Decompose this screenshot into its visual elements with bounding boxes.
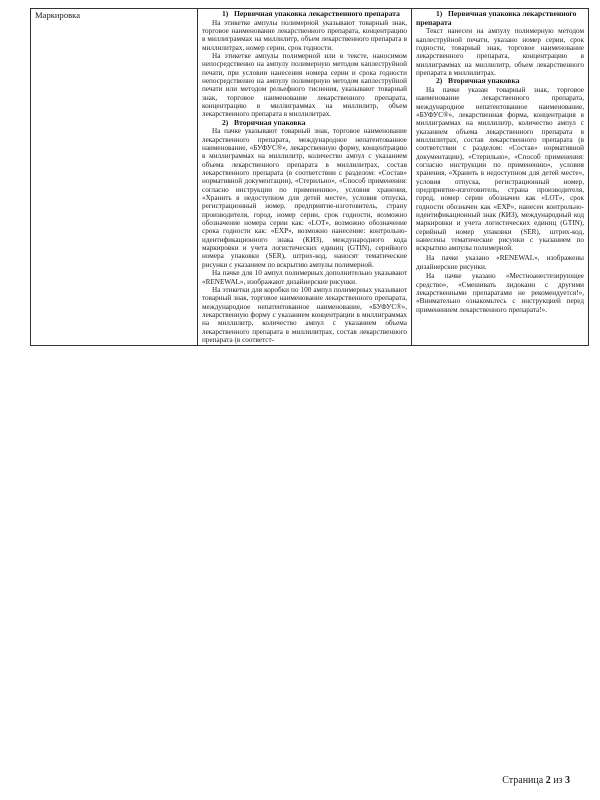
table-row [31,9,589,346]
paragraph: На этикетке ампулы полимерной или в тексте, наносимом непосредственно на ампулу полимерную методом каплеструйной печати, при условии нанесения номера серии и срока годности непосредственно на ампулу полимерную методом каплеструйной печати или методом рельефного тиснения, указывают товарный знак, торговое наименование лекарственного препарата, концентрацию в миллиграммах на миллилитр, объем лекарственного препарата в миллилитрах. [202,51,407,119]
requirement-column [198,9,412,346]
section-title: Вторичная упаковка [448,76,520,86]
paragraph: На пачке указывают товарный знак, торговое наименование лекарственного препарата, международное непатентованное наименование, «БУФУС®», лекарственную форму, концентрацию в миллиграммах на миллилитр, количество ампул с указанием объема лекарственного препарата в миллилитрах, состав лекарственного препарата (в соответствии с разделом: «Состав» нормативной документации), «Стерильно», «Способ применения: согласно инструкции по применению», условия хранения, «Хранить в недоступном для детей месте», условия отпуска, регистрационный номер, предприятие-изготовитель, страну производителя, город, номер серии, срок годности, возможно обозначение номера серии как: «LOT», возможно обозначение срока годности как: «EXP», возможно нанесение: контрольно-идентификационного знака (КИЗ), международного кода маркировки и учета логистических единиц (GTIN), серийного номера упаковки (SER), штрих-код, наносят тематические рисунки с указанием по вскрытию ампулы полимерной. [202,127,407,269]
actual-column [412,9,589,346]
total-pages: 3 [565,775,570,786]
paragraph: На пачке для 10 ампул полимерных дополнительно указывают «RENEWAL», изображают дизайнерские рисунки. [202,269,407,286]
row-label: Маркировка [31,9,198,346]
section-title: Первичная упаковка лекарственного препарата [416,9,577,27]
document-page [30,8,584,346]
current-page: 2 [545,775,551,786]
paragraph: На пачке указан товарный знак, торговое наименование лекарственного препарата, международное непатентованное наименование, «БУФУС®», лекарственная форма, концентрация в миллиграммах на миллилитр, количество ампул с указанием объема лекарственного препарата в миллилитрах, состав лекарственного препарата (в соответствии с разделом: «Состав» нормативной документации), «Стерильно», «Способ применения: согласно инструкции по применению», условия хранения, «Хранить в недоступном для детей месте», условия отпуска, регистрационный номер, предприятие-изготовитель, страна производителя, город, номер серии обозначен как «LOT», срок годности обозначен как «EXP», нанесен контрольно-идентификационный знак (КИЗ), международный код маркировки и учета логистических единиц (GTIN), серийный номер упаковки (SER), штрих-код, нанесены тематические рисунки с указанием по вскрытию ампулы полимерной. [416,85,584,253]
page-label: Страница [502,775,544,786]
section-heading [416,77,584,86]
page-number [502,775,570,786]
section-heading [416,10,584,27]
paragraph: Текст нанесен на ампулу полимерную методом каплеструйной печати, указано номер серии, срок годности, товарный знак, торговое наименование лекарственного препарата, концентрацию в миллиграммах на миллилитр, объем лекарственного препарата в миллилитрах. [416,27,584,77]
section-number: 2) [222,117,229,127]
section-number: 1) [222,9,229,18]
page-separator: из [553,775,563,786]
spec-table [30,8,589,346]
paragraph: На этикетки для коробки по 100 ампул полимерных указывают товарный знак, торговое наименование лекарственного препарата, международное непатентованное наименование, «БУФУС®», лекарственную форму с указанием концентрации в миллиграммах на миллилитр, количество ампул с указанием объема лекарственного препарата в миллилитрах, состав лекарственного препарата (в соответст- [202,285,407,344]
paragraph: На пачке указано «RENEWAL», изображены дизайнерские рисунки. [416,254,584,271]
paragraph: На пачке указано «Местноанестезирующее средство», «Смешивать лидокаин с другими лекарственными препаратами не рекомендуется!», «Внимательно ознакомьтесь с инструкцией перед применением лекарственного препарата!». [416,272,584,314]
section-heading [202,10,407,19]
section-title: Первичная упаковка лекарственного препарата [234,9,400,18]
section-heading [202,119,407,128]
section-title: Вторичная упаковка [234,117,306,127]
section-number: 2) [436,76,443,86]
section-number: 1) [436,9,443,18]
paragraph: На этикетке ампулы полимерной указывают товарный знак, торговое наименование лекарственного препарата, концентрацию в миллиграммах на миллилитр, объем лекарственного препарата в миллилитрах, номер серии, срок годности. [202,18,407,52]
